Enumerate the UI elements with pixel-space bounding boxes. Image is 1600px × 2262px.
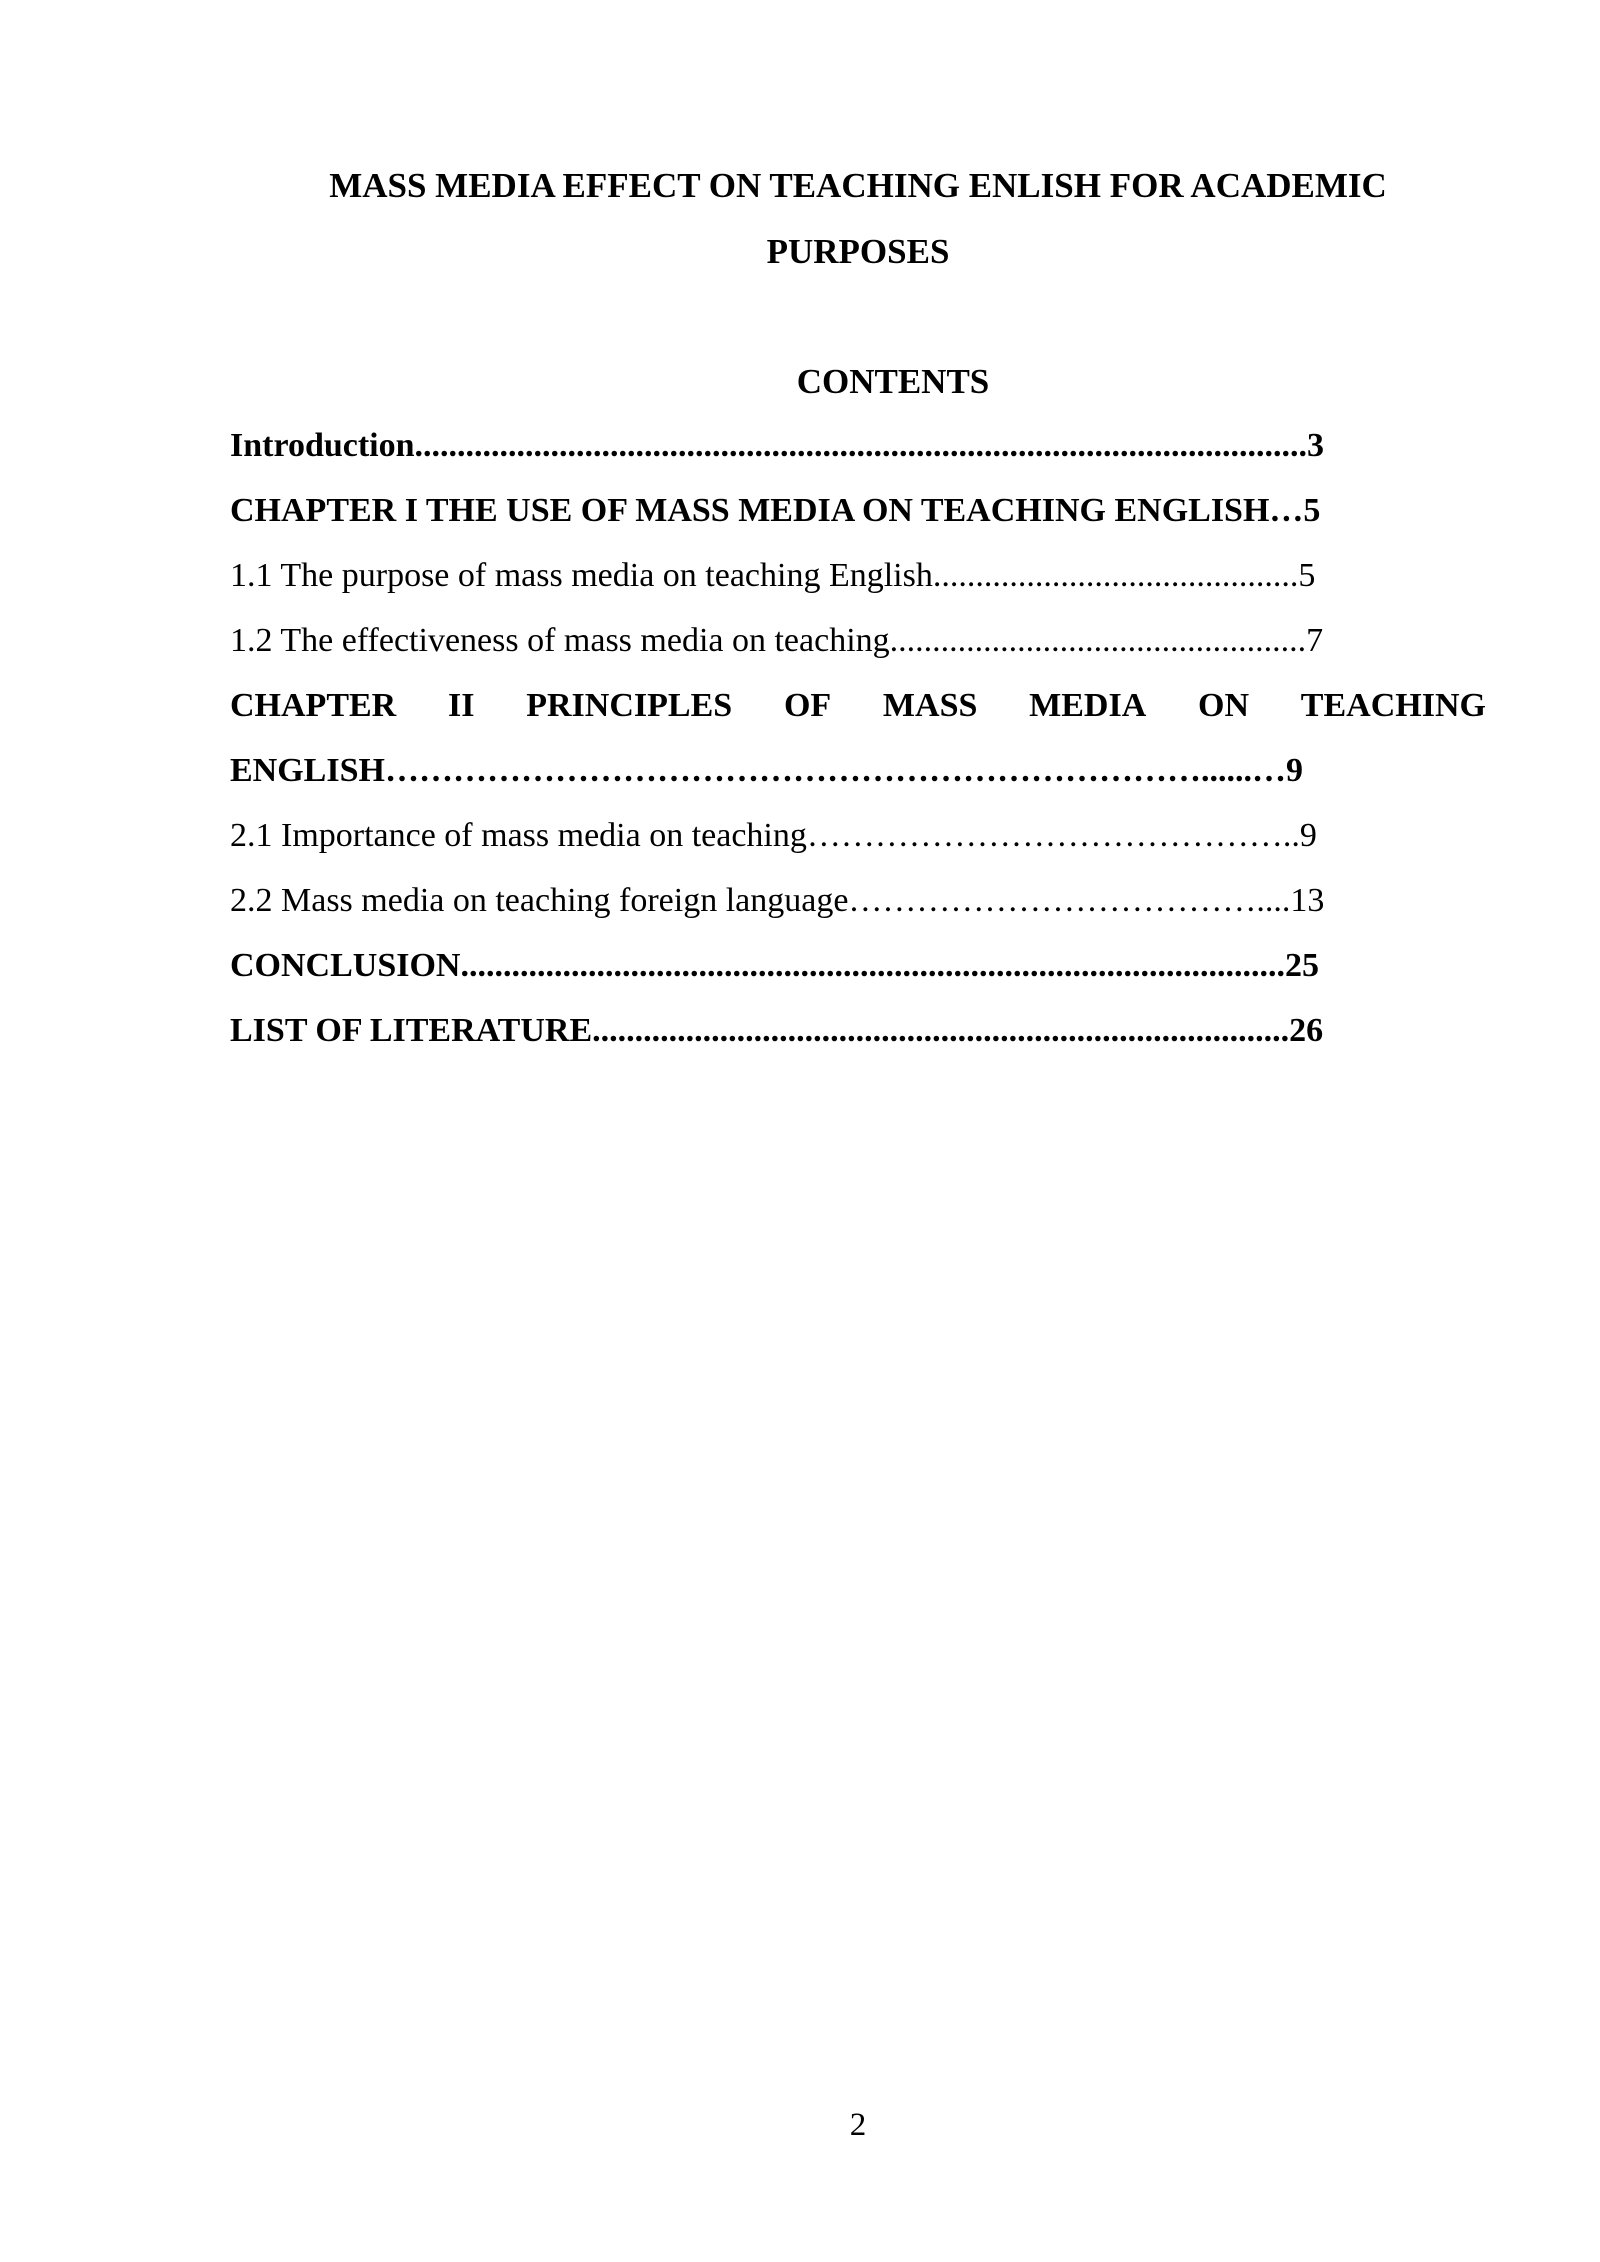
toc-word: PRINCIPLES [526, 687, 733, 724]
toc-word: II [448, 687, 475, 724]
toc-word: MASS [882, 687, 978, 724]
toc-entry-2-2[interactable]: 2.2 Mass media on teaching foreign language………………………………....13 [230, 882, 1325, 919]
toc-word: OF [783, 687, 832, 724]
table-of-contents [230, 424, 1486, 1074]
document-title-line-1: MASS MEDIA EFFECT ON TEACHING ENLISH FOR ACADEMIC [329, 166, 1387, 205]
toc-entry-chapter-2-continued[interactable]: ENGLISH………………………………………………………………......…9 [230, 752, 1303, 789]
toc-word: ON [1198, 687, 1250, 724]
contents-heading: CONTENTS [796, 362, 990, 401]
document-title-line-2: PURPOSES [766, 232, 950, 271]
toc-entry-conclusion[interactable]: CONCLUSION.................................................................................................25 [230, 947, 1319, 984]
toc-entry-introduction[interactable]: Introduction.........................................................................................................3 [230, 427, 1325, 464]
toc-word: TEACHING [1300, 687, 1486, 724]
page-number: 2 [849, 2107, 867, 2143]
toc-entry-chapter-1[interactable]: CHAPTER I THE USE OF MASS MEDIA ON TEACHING ENGLISH…5 [230, 492, 1321, 529]
toc-entry-1-2[interactable]: 1.2 The effectiveness of mass media on teaching.................................................7 [230, 622, 1324, 659]
toc-entry-literature[interactable]: LIST OF LITERATURE..................................................................................26 [230, 1012, 1324, 1049]
toc-word: MEDIA [1029, 687, 1147, 724]
toc-entry-chapter-2-heading[interactable] [230, 684, 1486, 749]
toc-word: CHAPTER [230, 687, 397, 724]
toc-entry-2-1[interactable]: 2.1 Importance of mass media on teaching……………………………………..9 [230, 817, 1317, 854]
toc-entry-1-1[interactable]: 1.1 The purpose of mass media on teaching English...........................................5 [230, 557, 1316, 594]
